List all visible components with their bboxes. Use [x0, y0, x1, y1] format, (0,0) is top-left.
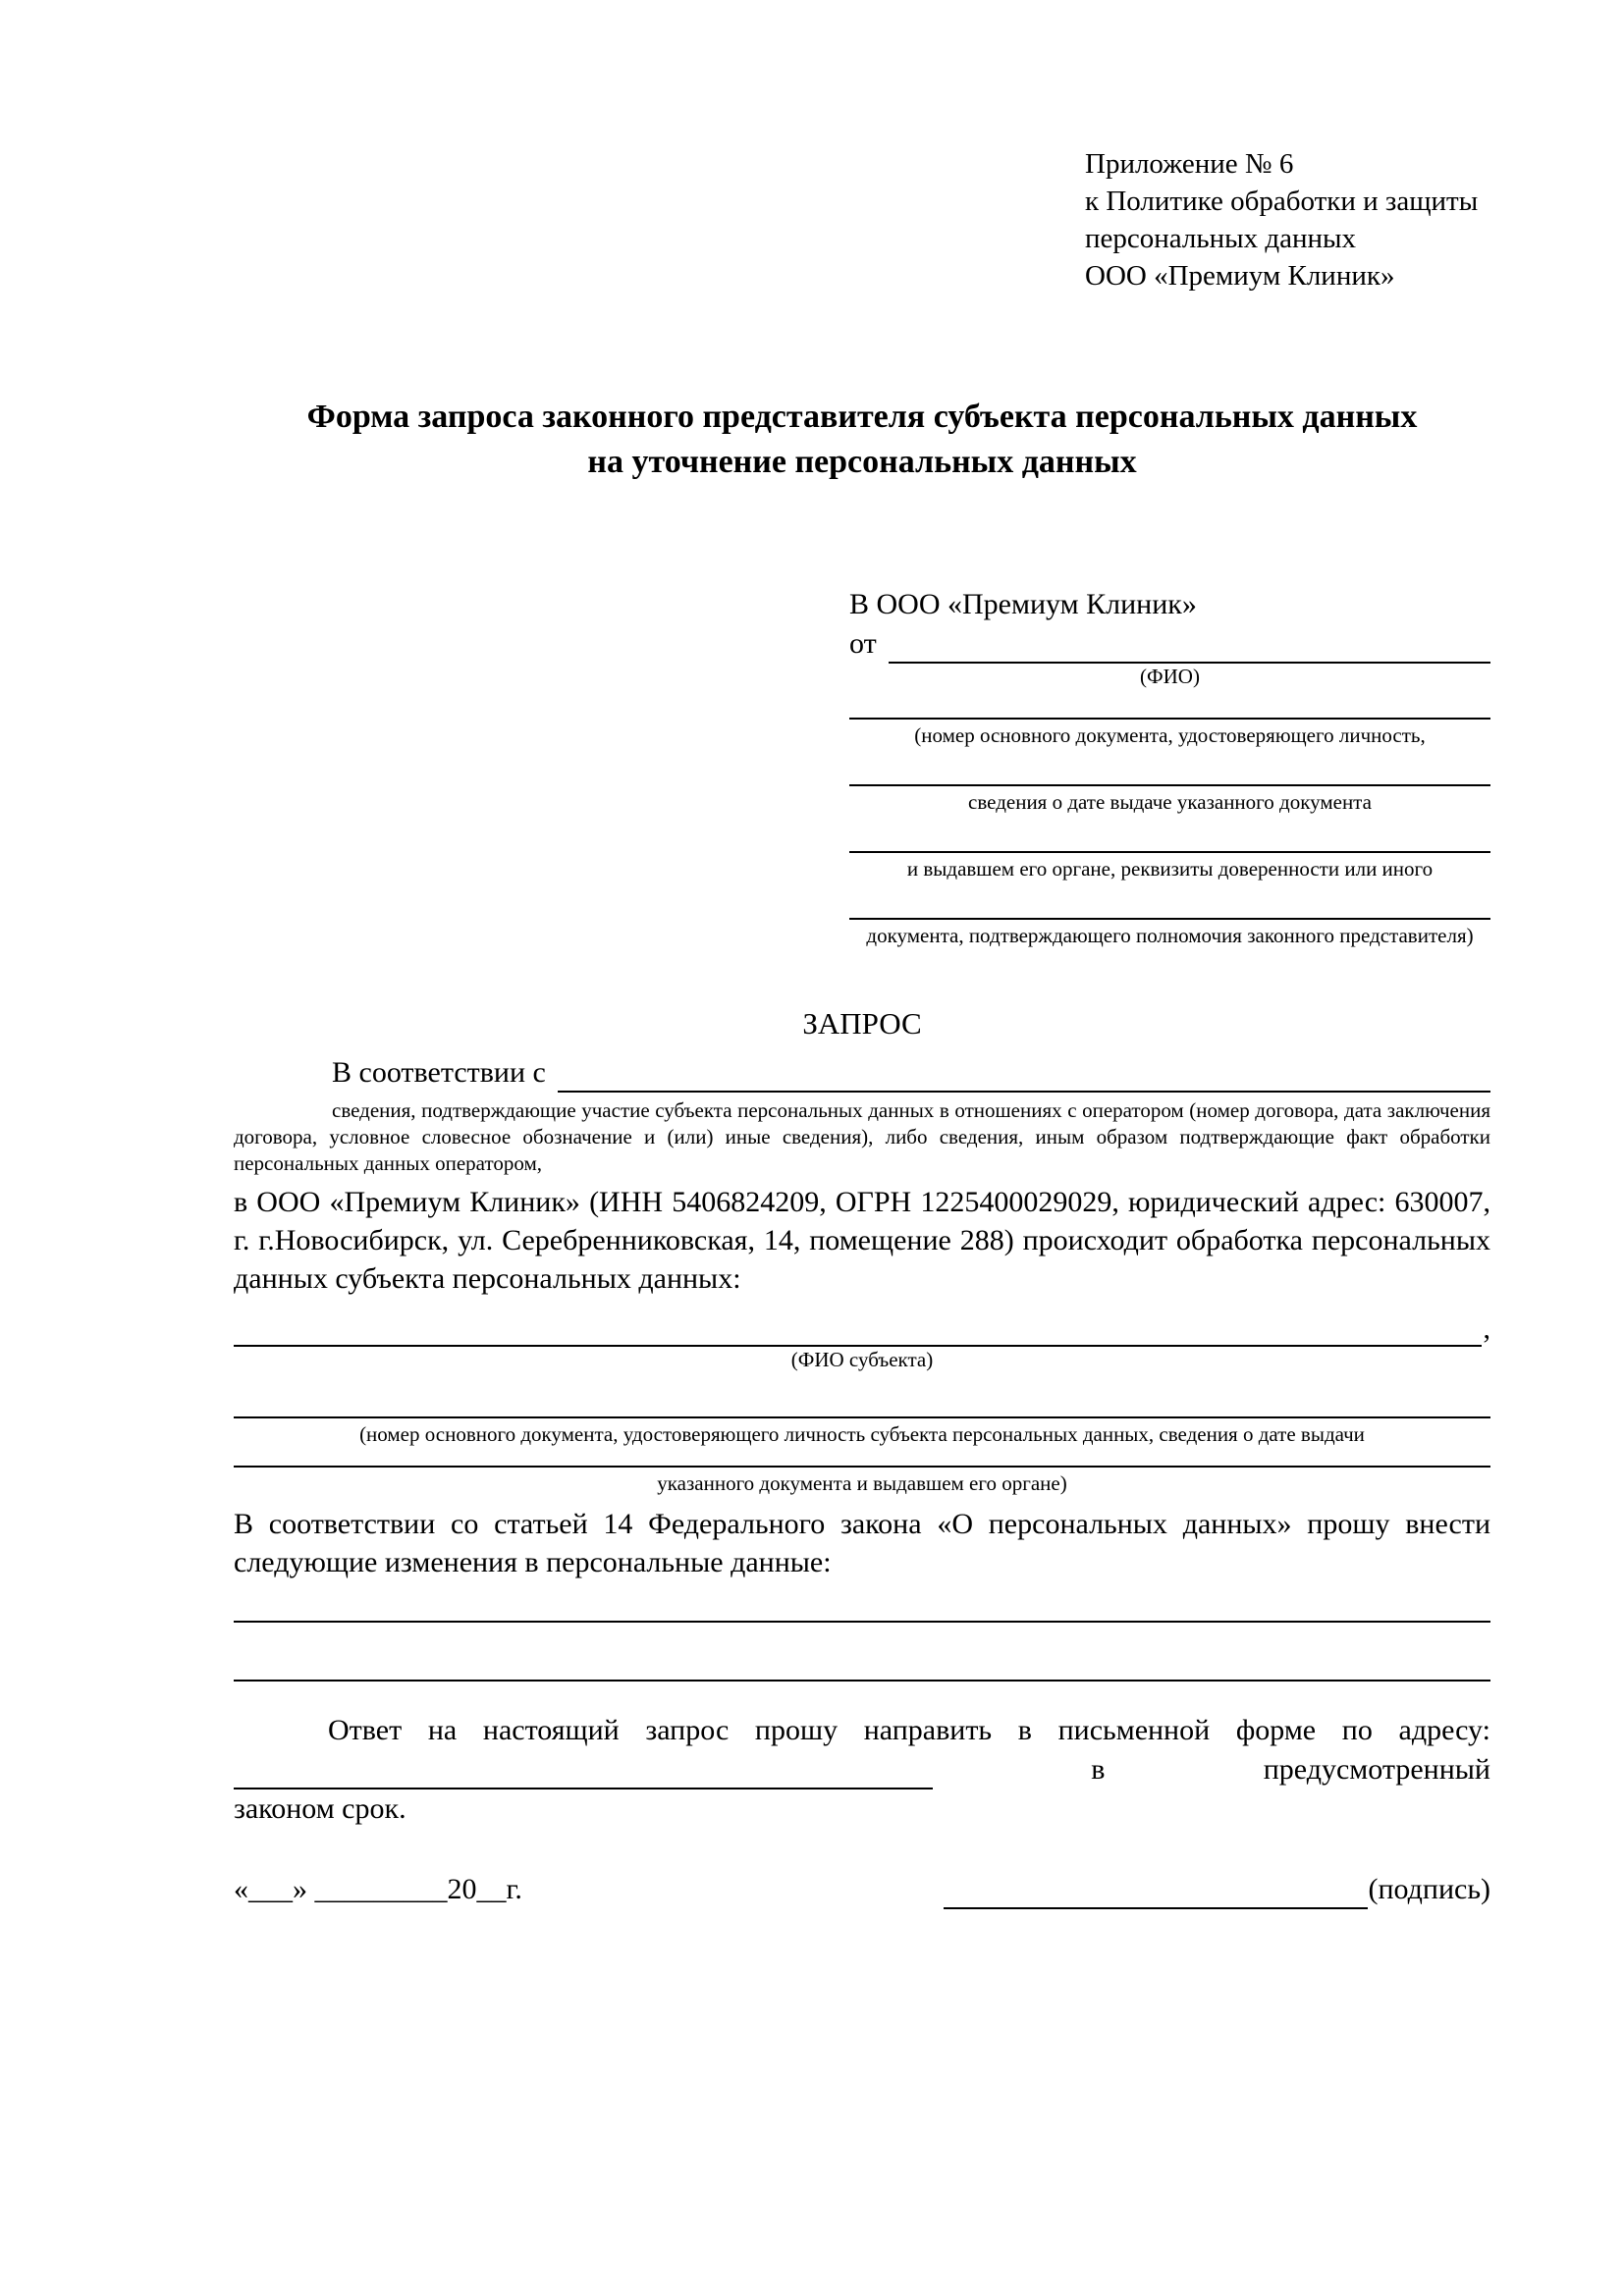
subject-doc-field: [234, 1466, 1490, 1497]
accordance-fill-line: [558, 1091, 1490, 1093]
appendix-line: персональных данных: [1085, 223, 1357, 254]
signature-caption: (подпись): [1368, 1873, 1490, 1905]
answer-word: предусмотренный: [1263, 1753, 1490, 1786]
from-label: от: [849, 627, 877, 660]
subject-doc-field: [234, 1416, 1490, 1448]
signature-fill-line: [944, 1876, 1368, 1909]
field-caption: сведения о дате выдаче указанного документа: [968, 790, 1372, 814]
fill-line: [849, 851, 1490, 853]
fill-line: [849, 918, 1490, 920]
appendix-line: ООО «Премиум Клиник»: [1085, 260, 1395, 292]
field-caption: и выдавшем его органе, реквизиты доверенности или иного: [906, 857, 1434, 881]
operator-paragraph: в ООО «Премиум Клиник» (ИНН 5406824209, ОГРН 1225400029029, юридический адрес: 630007, г. г.Новосибирск, ул. Серебренниковская, 14, помещение 288) происходит обработка персональных данных субъекта персональных данных:: [234, 1186, 1490, 1295]
representative-doc-field: [849, 784, 1490, 816]
appendix-line: Приложение № 6: [1085, 148, 1294, 180]
request-heading: ЗАПРОС: [802, 1006, 922, 1041]
date-template: «___» _________20__г.: [234, 1873, 522, 1905]
fill-line: [234, 1416, 1490, 1418]
representative-doc-field: [849, 851, 1490, 882]
changes-fill-line: [234, 1621, 1490, 1623]
from-row: [849, 624, 1490, 664]
representative-doc-field: [849, 918, 1490, 949]
addressee-block: [849, 585, 1490, 949]
fill-line: [849, 784, 1490, 786]
field-caption: документа, подтверждающего полномочия законного представителя): [866, 924, 1474, 947]
fill-line: [849, 718, 1490, 720]
subject-fio-caption: (ФИО субъекта): [790, 1348, 934, 1371]
fill-line: [234, 1466, 1490, 1468]
appendix-line: к Политике обработки и защиты: [1085, 186, 1479, 217]
subject-fio-row: [234, 1311, 1490, 1347]
representative-doc-field: [849, 718, 1490, 749]
law-paragraph: В соответствии со статьей 14 Федерального закона «О персональных данных» прошу внести следующие изменения в персональные данные:: [234, 1508, 1490, 1578]
answer-line2: [234, 1750, 1490, 1789]
document-title-line2: на уточнение персональных данных: [587, 444, 1137, 480]
field-caption: (номер основного документа, удостоверяющего личность,: [914, 723, 1426, 747]
signature-group: [944, 1870, 1490, 1909]
document-title: [234, 395, 1490, 485]
answer-word: в: [1091, 1753, 1106, 1786]
accordance-label: В соответствии с: [332, 1056, 546, 1089]
appendix-block: [1085, 145, 1490, 294]
changes-fill-line: [234, 1680, 1490, 1682]
accordance-row: [332, 1053, 1490, 1093]
addressee-to: В ООО «Премиум Клиник»: [849, 588, 1197, 620]
answer-paragraph: [234, 1711, 1490, 1829]
field-caption: указанного документа и выдавшем его органе): [657, 1471, 1067, 1495]
date-signature-row: [234, 1870, 1490, 1909]
answer-line1: Ответ на настоящий запрос прошу направить в письменной форме по адресу:: [328, 1714, 1490, 1746]
trailing-comma: ,: [1483, 1312, 1490, 1345]
fio-caption: (ФИО): [1140, 665, 1200, 688]
document-title-line1: Форма запроса законного представителя субъекта персональных данных: [306, 399, 1418, 435]
document-content: [234, 0, 1490, 1909]
answer-line3: законом срок.: [234, 1792, 406, 1825]
field-caption: (номер основного документа, удостоверяющего личность субъекта персональных данных, сведения о дате выдачи: [359, 1422, 1365, 1446]
accordance-footnote: сведения, подтверждающие участие субъекта персональных данных в отношениях с оператором (номер договора, дата заключения договора, условное словесное обозначение и (или) иные сведения), либо сведения, иным образом подтверждающие факт обработки персональных данных оператором,: [234, 1098, 1490, 1175]
